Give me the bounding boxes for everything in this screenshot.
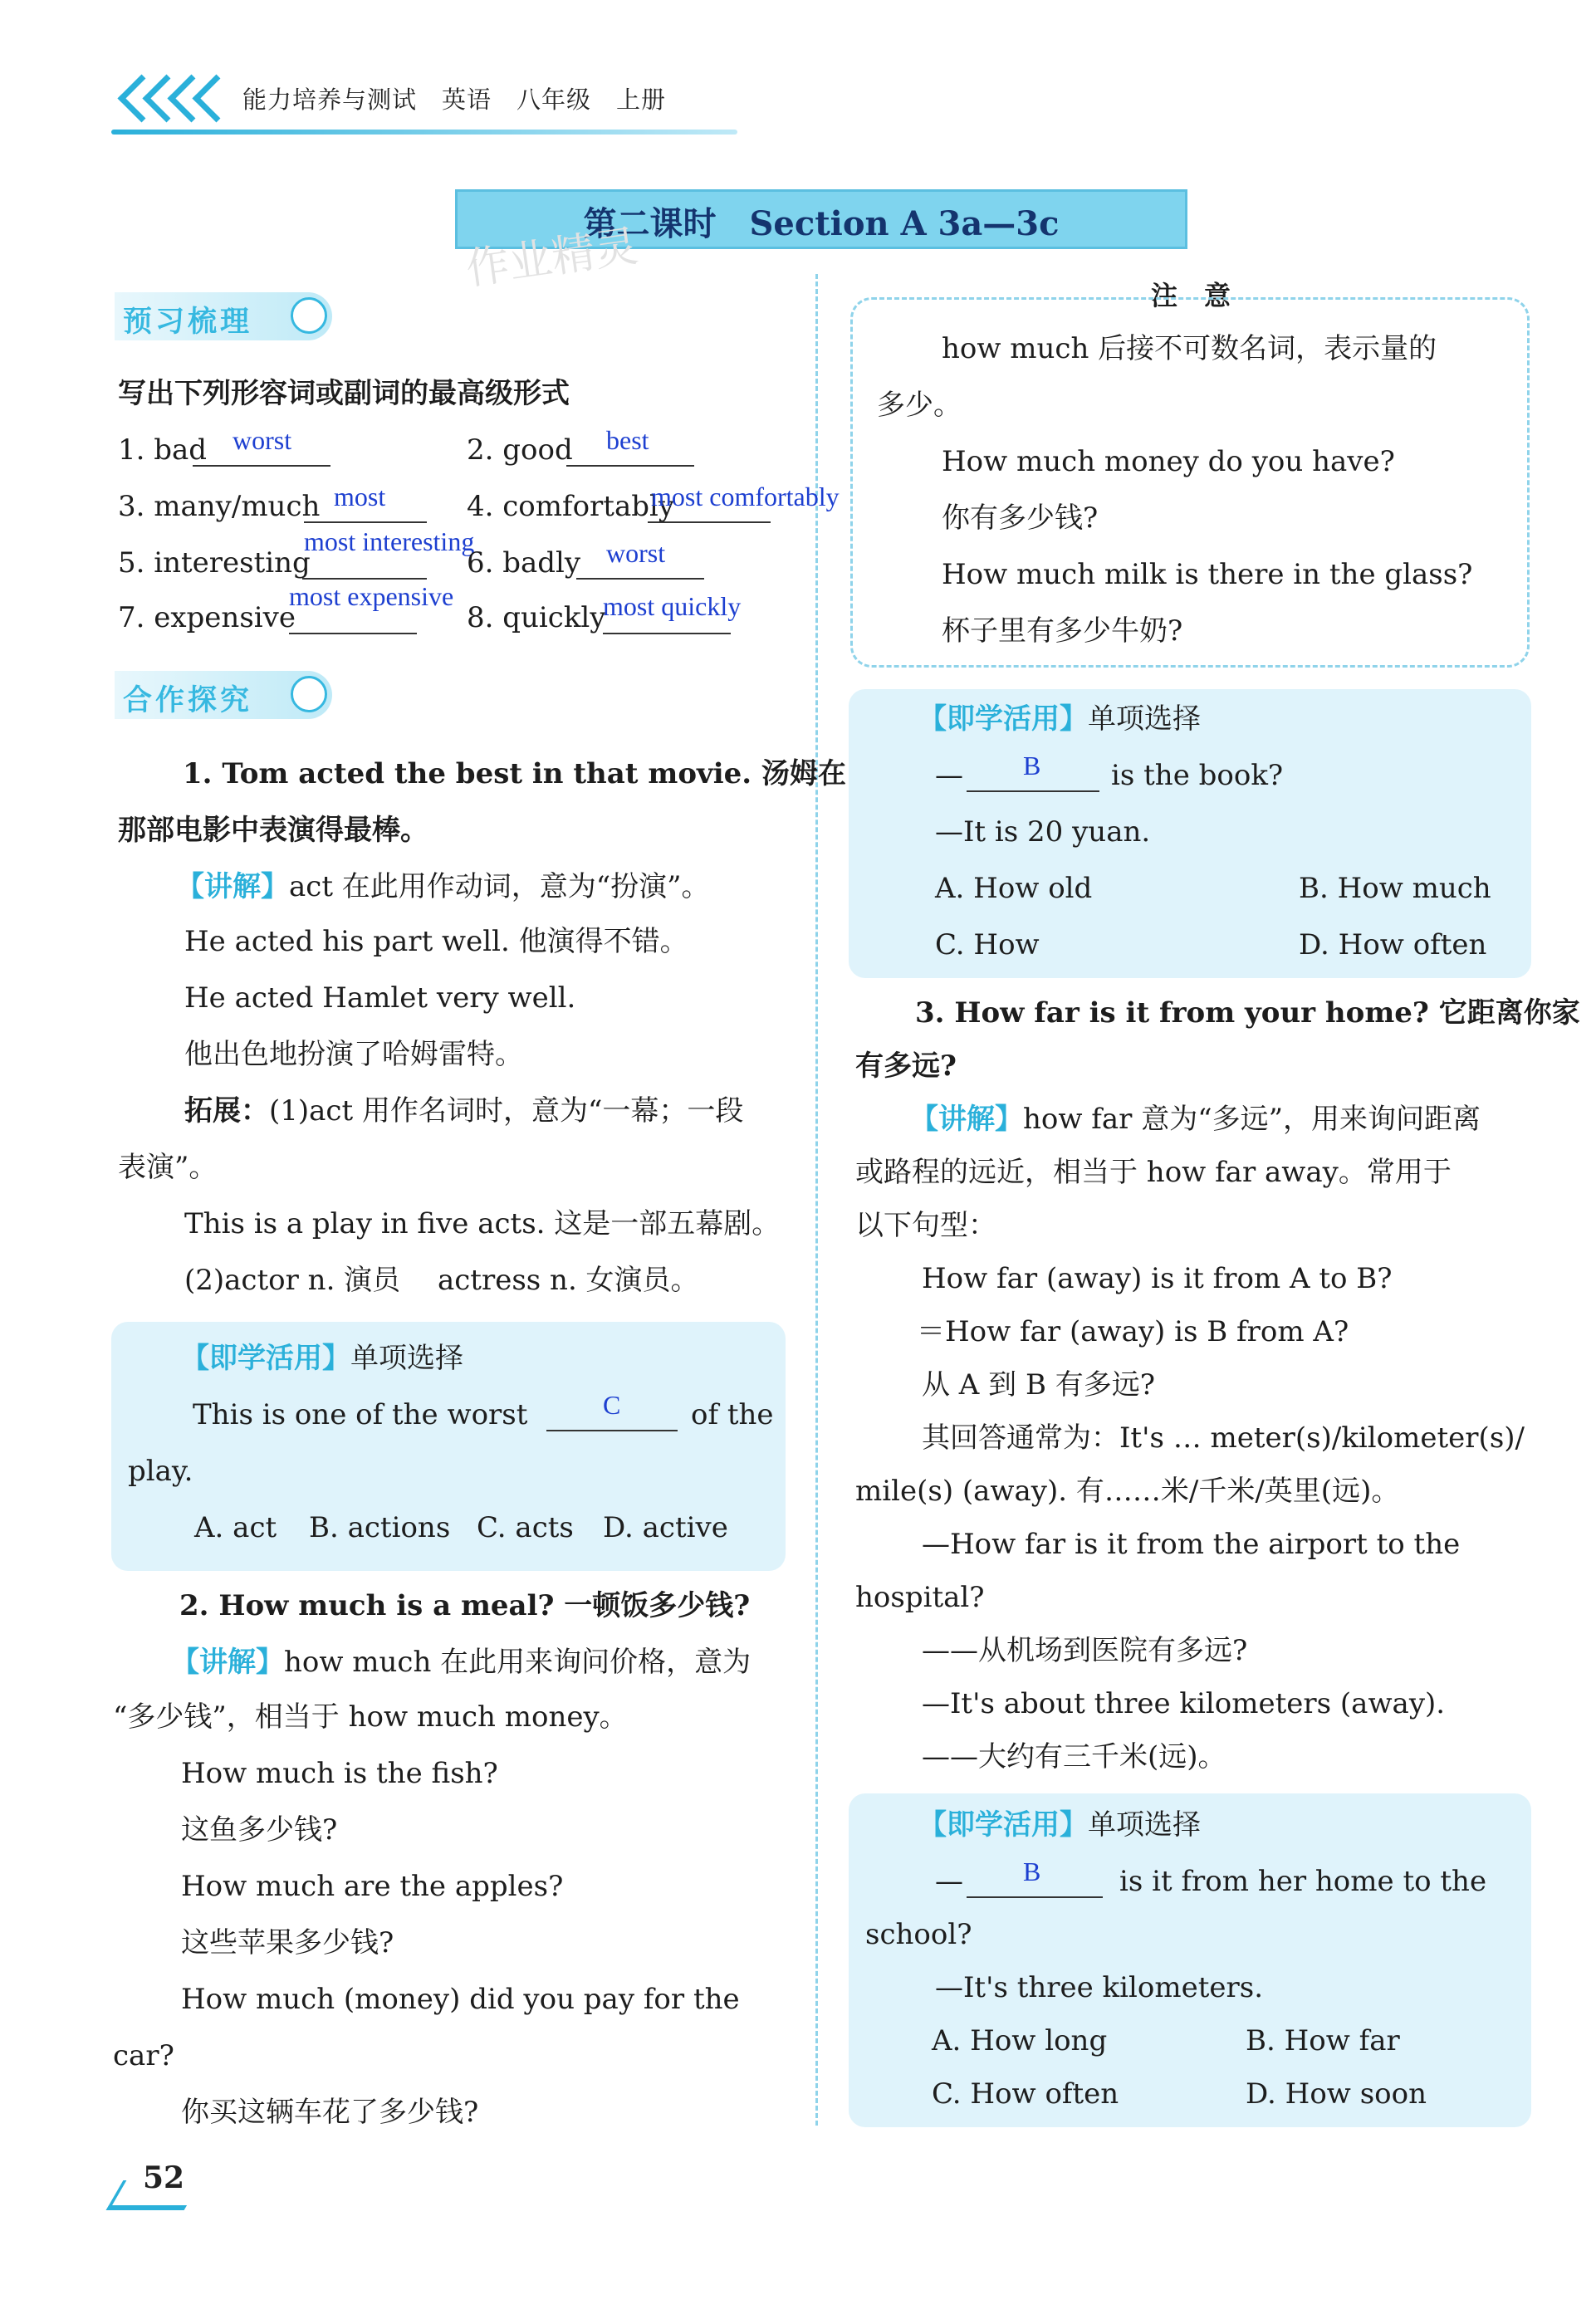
note-line: 你有多少钱? <box>942 501 1099 535</box>
handwritten-answer: most quickly <box>603 591 742 621</box>
explanation-label: 【讲解】 <box>176 870 289 903</box>
answer-blank <box>648 521 771 523</box>
answer-blank <box>289 633 417 634</box>
item-question: 3. many/much <box>118 490 321 523</box>
header-rule <box>111 130 737 135</box>
option-a: A. How old <box>935 872 1093 905</box>
example-line: 从 A 到 B 有多远? <box>922 1368 1155 1402</box>
point-heading: 那部电影中表演得最棒。 <box>118 814 428 847</box>
answer-blank <box>576 578 704 580</box>
handwritten-answer: B <box>1023 1857 1041 1886</box>
option-a: A. How long <box>932 2024 1108 2057</box>
section-tag-preview <box>115 292 332 340</box>
example-line: 这些苹果多少钱? <box>181 1926 394 1959</box>
option-b: B. How much <box>1299 872 1491 905</box>
extension-label: 拓展： <box>184 1094 269 1128</box>
question-text: play. <box>128 1455 193 1488</box>
option-c: C. How <box>935 928 1040 961</box>
practice-label: 【即学活用】 <box>918 702 1088 736</box>
extension-line: 表演”。 <box>118 1151 218 1184</box>
question-text: This is one of the worst <box>193 1398 528 1431</box>
example-line: ＝How far (away) is B from A? <box>917 1315 1349 1348</box>
explanation-text: act 在此用作动词，意为“扮演”。 <box>289 870 710 903</box>
option-d: D. How often <box>1299 928 1487 961</box>
answer-blank <box>302 578 427 580</box>
page-number: 52 <box>143 2160 185 2195</box>
explanation-line: 以下句型： <box>855 1209 996 1242</box>
practice-header <box>918 1807 1201 1843</box>
question-text: school? <box>865 1918 972 1951</box>
example-line: ——从机场到医院有多远? <box>922 1634 1248 1667</box>
practice-label: 【即学活用】 <box>918 1808 1088 1842</box>
note-line: how much 后接不可数名词，表示量的 <box>942 332 1437 365</box>
practice-kind: 单项选择 <box>1088 1808 1201 1842</box>
answer-blank <box>603 633 731 634</box>
answer-blank <box>566 465 694 467</box>
practice-kind: 单项选择 <box>350 1342 463 1375</box>
explanation-line <box>171 1644 751 1681</box>
example-line: (2)actor n. 演员 actress n. 女演员。 <box>184 1264 699 1297</box>
example-line: How much (money) did you pay for the <box>181 1983 740 2016</box>
handwritten-answer: worst <box>233 425 292 455</box>
item-question: 8. quickly <box>467 601 606 634</box>
extension-line <box>184 1093 743 1129</box>
example-line: He acted his part well. 他演得不错。 <box>184 925 688 958</box>
handwritten-answer: most <box>334 482 386 511</box>
question-text: is the book? <box>1111 759 1284 792</box>
handwritten-answer: most comfortably <box>651 482 840 511</box>
handwritten-answer: most interesting <box>304 526 475 556</box>
leaf-icon <box>291 676 327 712</box>
option-b: B. actions <box>309 1511 451 1544</box>
example-line: 他出色地扮演了哈姆雷特。 <box>184 1038 523 1071</box>
example-line: 这鱼多少钱? <box>181 1813 338 1847</box>
handwritten-answer: worst <box>606 538 666 568</box>
answer-blank <box>967 790 1099 792</box>
explanation-line: 或路程的远近，相当于 how far away。常用于 <box>855 1156 1452 1189</box>
explanation-text: how far 意为“多远”，用来询问距离 <box>1023 1103 1481 1136</box>
option-a: A. act <box>194 1511 277 1544</box>
question-text: is it from her home to the <box>1119 1865 1487 1898</box>
point-heading: 2. How much is a meal? 一顿饭多少钱? <box>179 1589 751 1622</box>
explanation-label: 【讲解】 <box>171 1646 284 1679</box>
handwritten-answer: most expensive <box>289 581 454 611</box>
example-line: How much is the fish? <box>181 1757 498 1790</box>
answer-blank <box>967 1896 1103 1898</box>
answer-blank <box>546 1430 678 1431</box>
note-line: How much money do you have? <box>942 445 1395 478</box>
example-line: car? <box>113 2039 174 2072</box>
answer-blank <box>193 465 330 467</box>
explanation-text: how much 在此用来询问价格，意为 <box>284 1646 751 1679</box>
option-c: C. How often <box>932 2077 1119 2111</box>
item-question: 2. good <box>467 433 573 467</box>
example-line: mile(s) (away). 有……米/千米/英里(远)。 <box>855 1475 1400 1508</box>
example-line: ——大约有三千米(远)。 <box>922 1740 1226 1773</box>
point-heading: 有多远? <box>855 1049 957 1083</box>
note-line: 杯子里有多少牛奶? <box>942 614 1183 648</box>
practice-label: 【即学活用】 <box>181 1342 350 1375</box>
item-question: 7. expensive <box>118 601 296 634</box>
note-title: 注 意 <box>1151 280 1231 311</box>
example-line: How much are the apples? <box>181 1870 564 1903</box>
lesson-title: 第二课时 Section A 3a—3c <box>583 204 1060 243</box>
item-question: 6. badly <box>467 546 581 580</box>
question-text: —It's three kilometers. <box>935 1971 1264 2004</box>
handwritten-answer: C <box>603 1390 621 1420</box>
example-line: How far (away) is it from A to B? <box>922 1262 1393 1295</box>
section-tag-label: 合作探究 <box>123 684 253 717</box>
example-line: hospital? <box>855 1581 985 1614</box>
example-line: This is a play in five acts. 这是一部五幕剧。 <box>184 1207 781 1240</box>
practice-kind: 单项选择 <box>1088 702 1201 736</box>
question-text: of the <box>691 1398 774 1431</box>
leaf-icon <box>291 297 327 334</box>
option-b: B. How far <box>1246 2024 1400 2057</box>
question-text: — <box>935 759 963 792</box>
handwritten-answer: B <box>1023 751 1041 780</box>
explanation-line <box>910 1101 1481 1137</box>
book-series-title: 能力培养与测试 英语 八年级 上册 <box>242 86 667 114</box>
explanation-label: 【讲解】 <box>910 1103 1023 1136</box>
column-divider <box>815 274 818 2126</box>
item-question: 5. interesting <box>118 546 311 580</box>
example-line: 你买这辆车花了多少钱? <box>181 2096 479 2129</box>
practice-header <box>918 701 1201 737</box>
example-line: 其回答通常为：It's … meter(s)/kilometer(s)/ <box>922 1421 1525 1455</box>
item-question: 1. bad <box>118 433 208 467</box>
note-line: 多少。 <box>877 389 962 422</box>
question-text: — <box>935 1865 963 1898</box>
explanation-line: “多少钱”，相当于 how much money。 <box>113 1700 628 1734</box>
note-line: How much milk is there in the glass? <box>942 558 1473 591</box>
example-line: He acted Hamlet very well. <box>184 981 576 1015</box>
point-heading: 3. How far is it from your home? 它距离你家 <box>915 996 1580 1030</box>
practice-header <box>181 1340 463 1377</box>
option-d: D. How soon <box>1246 2077 1427 2111</box>
item-question: 4. comfortably <box>467 490 675 523</box>
section-tag-explore <box>115 671 332 719</box>
option-c: C. acts <box>477 1511 574 1544</box>
watermark: 作业精灵 <box>463 221 641 296</box>
handwritten-answer: best <box>606 425 649 455</box>
example-line: —It's about three kilometers (away). <box>922 1687 1446 1720</box>
point-heading: 1. Tom acted the best in that movie. 汤姆在 <box>183 757 846 790</box>
explanation-line <box>176 868 710 905</box>
section-tag-label: 预习梳理 <box>123 306 253 339</box>
option-d: D. active <box>603 1511 728 1544</box>
exercise-instruction: 写出下列形容词或副词的最高级形式 <box>118 377 570 410</box>
example-line: —How far is it from the airport to the <box>922 1528 1461 1561</box>
extension-text: (1)act 用作名词时，意为“一幕；一段 <box>269 1094 744 1128</box>
answer-blank <box>304 521 427 523</box>
question-text: —It is 20 yuan. <box>935 815 1151 849</box>
chevron-icon <box>193 75 241 123</box>
